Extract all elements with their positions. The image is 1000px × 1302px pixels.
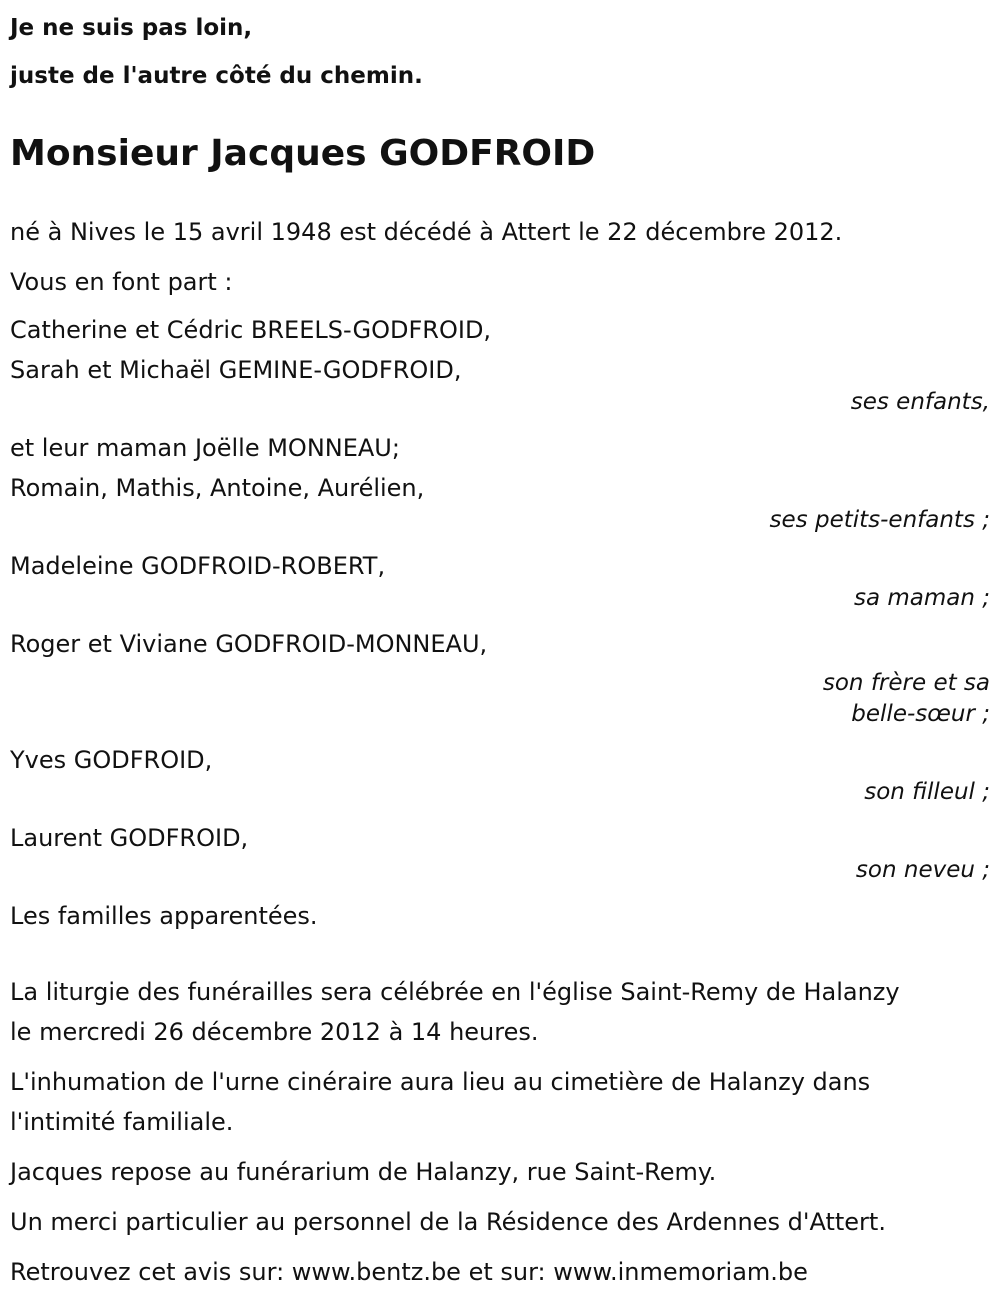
announce-line: Vous en font part :	[10, 268, 233, 296]
family-relation: son filleul ;	[864, 779, 990, 805]
family-group-children	[10, 310, 990, 414]
burial-line-1: L'inhumation de l'urne cinéraire aura lieu au cimetière de Halanzy dans	[10, 1068, 871, 1096]
family-group-mother	[10, 546, 990, 610]
quote-line-1: Je ne suis pas loin,	[10, 15, 253, 41]
family-group-grandchildren	[10, 428, 990, 532]
funeral-line-1: La liturgie des funérailles sera célébrée en l'église Saint-Remy de Halanzy	[10, 978, 900, 1006]
quote-line-2: juste de l'autre côté du chemin.	[10, 63, 423, 89]
family-names-line: Romain, Mathis, Antoine, Aurélien,	[10, 474, 425, 502]
family-relation: ses petits-enfants ;	[769, 507, 990, 533]
thanks-line: Un merci particulier au personnel de la Résidence des Ardennes d'Attert.	[10, 1208, 886, 1236]
family-names-line: Sarah et Michaël GEMINE-GODFROID,	[10, 356, 462, 384]
family-group-nephew	[10, 818, 990, 882]
family-names-line: Madeleine GODFROID-ROBERT,	[10, 552, 386, 580]
family-group-godson	[10, 740, 990, 804]
family-relation: belle-sœur ;	[851, 701, 990, 727]
family-names-line: Yves GODFROID,	[10, 746, 213, 774]
funeral-line-2: le mercredi 26 décembre 2012 à 14 heures.	[10, 1018, 539, 1046]
repose-line: Jacques repose au funérarium de Halanzy, rue Saint-Remy.	[10, 1158, 717, 1186]
burial-line-2: l'intimité familiale.	[10, 1108, 234, 1136]
deceased-name: Monsieur Jacques GODFROID	[10, 133, 596, 174]
family-names-line: Catherine et Cédric BREELS-GODFROID,	[10, 316, 492, 344]
family-relation: sa maman ;	[853, 585, 990, 611]
family-relation: ses enfants,	[850, 389, 990, 415]
online-notice-line: Retrouvez cet avis sur: www.bentz.be et sur: www.inmemoriam.be	[10, 1258, 808, 1286]
funeral-paragraph	[10, 972, 990, 1052]
obituary-notice	[10, 0, 990, 1302]
family-relation: son frère et sa	[822, 670, 990, 696]
family-group-siblings	[10, 624, 990, 726]
family-names-line: Laurent GODFROID,	[10, 824, 249, 852]
families-note: Les familles apparentées.	[10, 902, 318, 930]
birth-death-statement: né à Nives le 15 avril 1948 est décédé à Attert le 22 décembre 2012.	[10, 218, 843, 246]
burial-paragraph	[10, 1062, 990, 1142]
family-names-line: Roger et Viviane GODFROID-MONNEAU,	[10, 630, 488, 658]
family-names-line: et leur maman Joëlle MONNEAU;	[10, 434, 400, 462]
family-relation: son neveu ;	[855, 857, 990, 883]
